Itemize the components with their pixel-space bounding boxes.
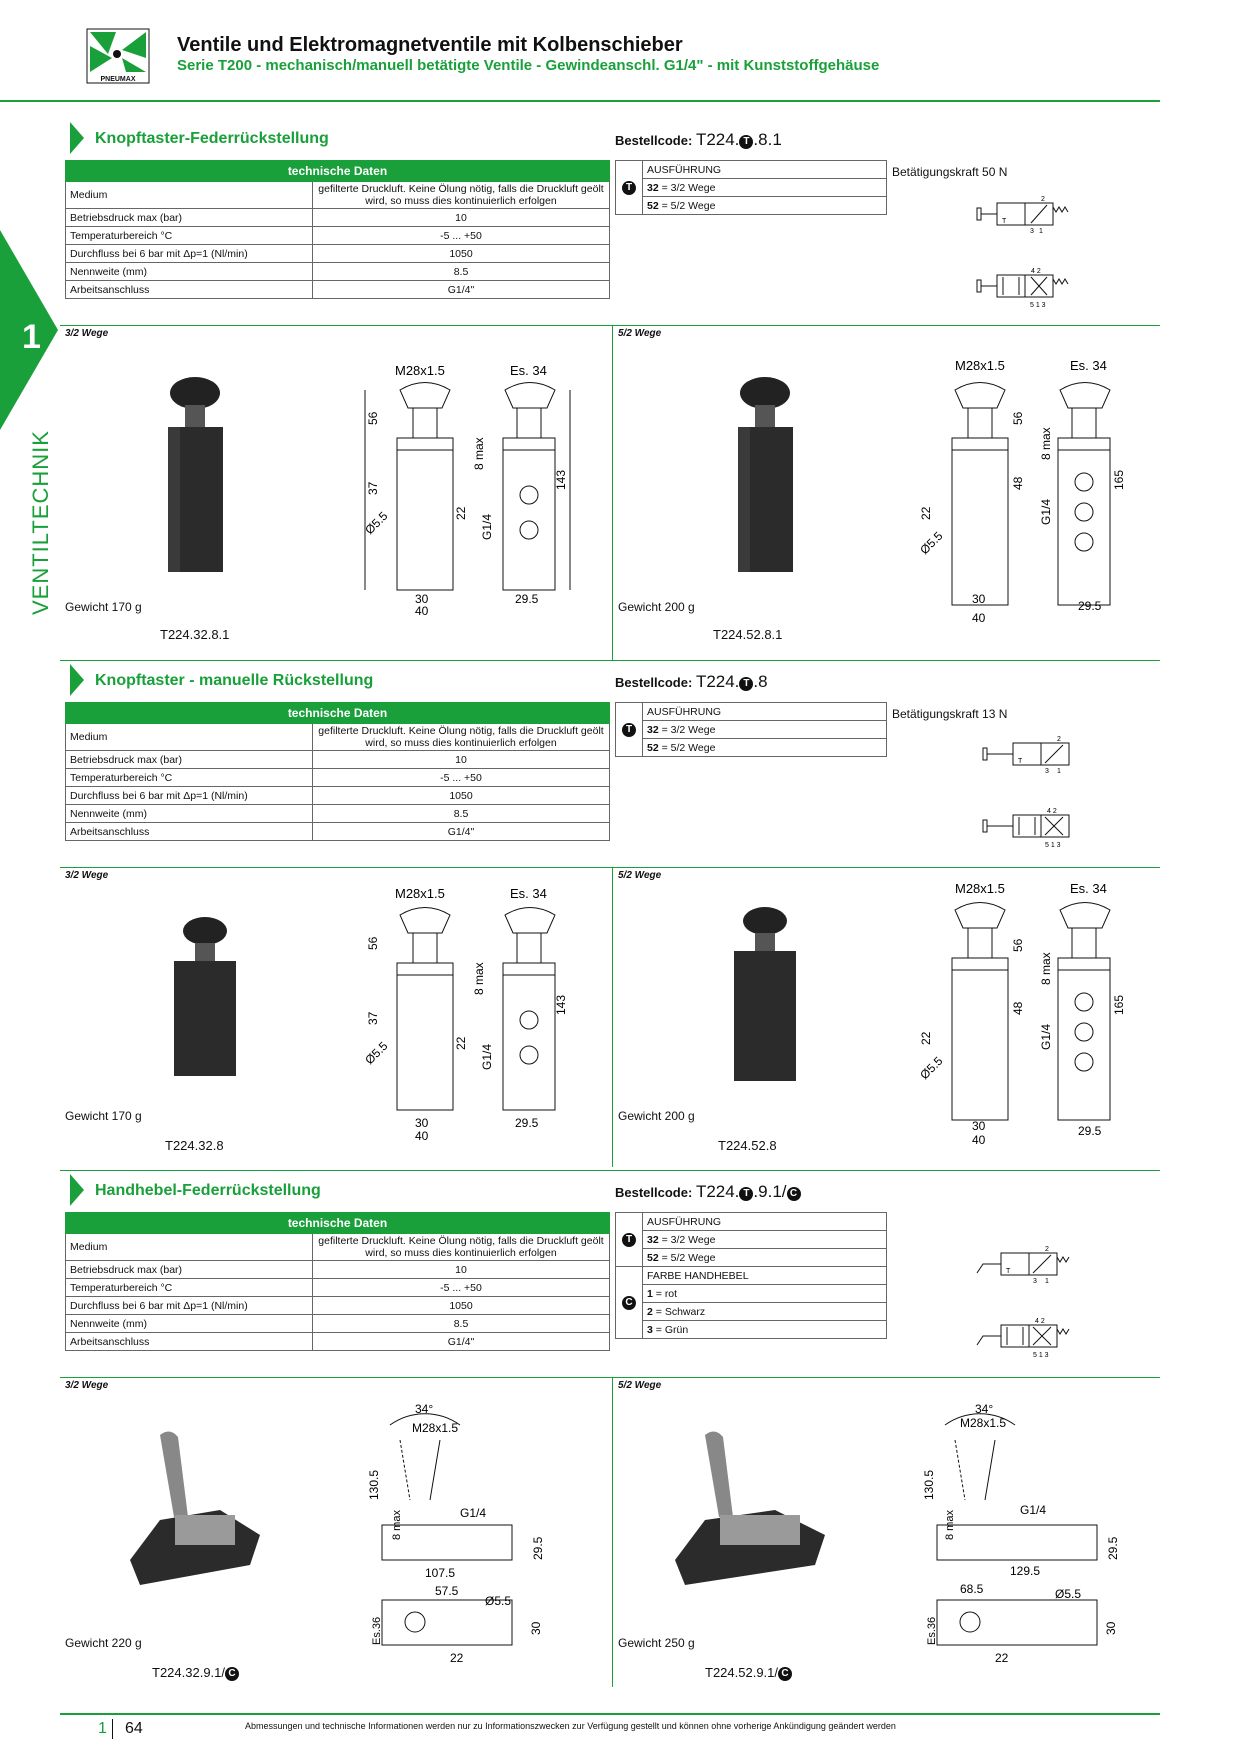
page-title: Ventile und Elektromagnetventile mit Kolbenschieber xyxy=(177,34,683,56)
svg-text:40: 40 xyxy=(972,611,986,625)
svg-text:56: 56 xyxy=(366,936,380,950)
svg-text:G1/4: G1/4 xyxy=(1020,1503,1047,1517)
svg-text:37: 37 xyxy=(366,481,380,495)
svg-text:Ø5.5: Ø5.5 xyxy=(917,1053,946,1083)
svg-text:PNEUMAX: PNEUMAX xyxy=(100,76,136,83)
svg-text:4 2: 4 2 xyxy=(1035,1318,1045,1325)
weight-right: Gewicht 250 g xyxy=(618,1636,695,1650)
divider xyxy=(60,867,1160,868)
svg-text:143: 143 xyxy=(554,994,568,1015)
valve-symbol-32-icon xyxy=(975,735,1075,775)
model-right: T224.52.9.1/ C xyxy=(705,1665,792,1681)
valve-symbol-52-icon xyxy=(975,1315,1075,1360)
svg-text:29.5: 29.5 xyxy=(531,1536,545,1560)
section-divider xyxy=(60,1170,1160,1171)
footer-separator xyxy=(112,1719,113,1739)
model-left: T224.32.8 xyxy=(165,1138,224,1153)
svg-text:M28x1.5: M28x1.5 xyxy=(960,1416,1007,1430)
svg-text:M28x1.5: M28x1.5 xyxy=(395,886,445,901)
svg-text:8 max: 8 max xyxy=(1039,952,1053,985)
svg-text:G1/4: G1/4 xyxy=(480,1043,494,1070)
page-subtitle: Serie T200 - mechanisch/manuell betätigte Ventile - Gewindeanschl. G1/4" - mit Kunststoffgehäuse xyxy=(177,57,880,74)
svg-text:22: 22 xyxy=(919,1031,933,1045)
left-variant-label: 3/2 Wege xyxy=(65,870,109,881)
svg-text:22: 22 xyxy=(919,506,933,520)
svg-text:2: 2 xyxy=(1057,736,1061,743)
svg-text:M28x1.5: M28x1.5 xyxy=(955,881,1005,896)
section-arrow-icon xyxy=(70,664,84,696)
svg-text:29.5: 29.5 xyxy=(515,592,539,606)
svg-text:Es. 34: Es. 34 xyxy=(1070,881,1107,896)
product-photo-32-button-manual xyxy=(160,915,250,1080)
valve-symbol-32-icon xyxy=(975,195,1075,235)
section-3-title: Handhebel-Federrückstellung xyxy=(95,1182,321,1199)
svg-text:Ø5.5: Ø5.5 xyxy=(917,528,946,558)
right-variant-label: 5/2 Wege xyxy=(618,328,662,339)
svg-text:48: 48 xyxy=(1011,476,1025,490)
svg-text:M28x1.5: M28x1.5 xyxy=(395,363,445,378)
svg-text:3: 3 xyxy=(1033,1278,1037,1285)
divider xyxy=(612,325,613,660)
svg-text:8 max: 8 max xyxy=(391,1510,403,1540)
dimension-drawing-52 xyxy=(917,358,1140,630)
svg-text:40: 40 xyxy=(972,1133,986,1147)
svg-text:37: 37 xyxy=(366,1011,380,1025)
dimension-drawing-32-lever xyxy=(367,1400,550,1670)
weight-left: Gewicht 170 g xyxy=(65,600,142,614)
svg-text:29.5: 29.5 xyxy=(1106,1536,1120,1560)
section-divider xyxy=(60,660,1160,661)
svg-text:29.5: 29.5 xyxy=(1078,1124,1102,1138)
svg-text:130.5: 130.5 xyxy=(922,1469,936,1500)
svg-text:56: 56 xyxy=(366,411,380,425)
footer-chapter: 1 xyxy=(98,1720,107,1737)
svg-text:130.5: 130.5 xyxy=(367,1469,381,1500)
svg-text:30: 30 xyxy=(529,1621,543,1635)
svg-text:Es. 34: Es. 34 xyxy=(510,363,547,378)
weight-right: Gewicht 200 g xyxy=(618,600,695,614)
model-right: T224.52.8.1 xyxy=(713,627,783,642)
svg-text:Ø5.5: Ø5.5 xyxy=(1055,1587,1082,1601)
chapter-number: 1 xyxy=(22,318,41,356)
divider xyxy=(60,325,1160,326)
svg-text:22: 22 xyxy=(454,506,468,520)
svg-text:G1/4: G1/4 xyxy=(1039,1023,1053,1050)
svg-text:22: 22 xyxy=(450,1651,464,1665)
svg-text:Ø5.5: Ø5.5 xyxy=(485,1594,512,1608)
svg-text:40: 40 xyxy=(415,604,429,618)
svg-text:1: 1 xyxy=(1039,228,1043,235)
dimension-drawing-52-lever xyxy=(922,1400,1125,1670)
section-2-force: Betätigungskraft 13 N xyxy=(892,707,1008,721)
right-variant-label: 5/2 Wege xyxy=(618,870,662,881)
svg-text:5 1 3: 5 1 3 xyxy=(1033,1352,1049,1359)
section-1-options-table: T AUSFÜHRUNG 32 = 3/2 Wege 52 = 5/2 Wege xyxy=(615,160,887,215)
section-3-options-table: T AUSFÜHRUNG 32 = 3/2 Wege 52 = 5/2 Wege C FARBE HANDHEBEL 1 = rot 2 = Schwarz 3 = Grün xyxy=(615,1212,887,1339)
svg-text:107.5: 107.5 xyxy=(425,1566,456,1580)
svg-text:8 max: 8 max xyxy=(472,437,486,470)
svg-text:T: T xyxy=(1018,758,1023,765)
svg-text:8 max: 8 max xyxy=(944,1510,956,1540)
divider xyxy=(612,867,613,1167)
section-1-force: Betätigungskraft 50 N xyxy=(892,165,1008,179)
product-photo-52-button-manual xyxy=(720,905,810,1085)
svg-text:3: 3 xyxy=(1045,768,1049,775)
svg-text:M28x1.5: M28x1.5 xyxy=(412,1421,459,1435)
svg-text:30: 30 xyxy=(972,1119,986,1133)
dimension-drawing-52-manual xyxy=(917,880,1140,1150)
svg-text:3: 3 xyxy=(1030,228,1034,235)
header-rule xyxy=(0,100,1160,102)
svg-text:57.5: 57.5 xyxy=(435,1584,459,1598)
svg-text:22: 22 xyxy=(454,1036,468,1050)
dimension-drawing-32-manual xyxy=(362,885,585,1145)
weight-left: Gewicht 170 g xyxy=(65,1109,142,1123)
svg-text:165: 165 xyxy=(1112,469,1126,490)
svg-text:8 max: 8 max xyxy=(1039,427,1053,460)
product-photo-52-button xyxy=(720,375,810,575)
right-variant-label: 5/2 Wege xyxy=(618,1380,662,1391)
svg-text:165: 165 xyxy=(1112,994,1126,1015)
svg-text:129.5: 129.5 xyxy=(1010,1564,1041,1578)
svg-text:Ø5.5: Ø5.5 xyxy=(362,508,391,538)
svg-text:T: T xyxy=(1002,218,1007,225)
section-2-tech-table: technische Daten Medium gefilterte Druckluft. Keine Ölung nötig, falls die Druckluft geölt wird, so muss dies kontinuierlich erfolgen Betriebsdruck max (bar) 10 Temperaturbereich °C -5 ... +50 Durchfluss bei 6 bar mit Δp=1 (Nl/min) 1050 Nennweite (mm) 8.5 Arbeitsanschluss G1/4" xyxy=(65,702,610,841)
pneumax-logo xyxy=(86,28,150,84)
svg-text:Ø5.5: Ø5.5 xyxy=(362,1038,391,1068)
product-photo-32-button xyxy=(150,375,240,575)
svg-text:22: 22 xyxy=(995,1651,1009,1665)
svg-text:143: 143 xyxy=(554,469,568,490)
footer-rule xyxy=(60,1713,1160,1715)
svg-text:30: 30 xyxy=(972,592,986,606)
svg-text:29.5: 29.5 xyxy=(1078,599,1102,613)
svg-text:G1/4: G1/4 xyxy=(1039,498,1053,525)
divider xyxy=(612,1377,613,1687)
svg-text:2: 2 xyxy=(1041,196,1045,203)
chapter-label: VENTILTECHNIK xyxy=(28,430,53,615)
section-3-tech-table: technische Daten Medium gefilterte Druckluft. Keine Ölung nötig, falls die Druckluft geölt wird, so muss dies kontinuierlich erfolgen Betriebsdruck max (bar) 10 Temperaturbereich °C -5 ... +50 Durchfluss bei 6 bar mit Δp=1 (Nl/min) 1050 Nennweite (mm) 8.5 Arbeitsanschluss G1/4" xyxy=(65,1212,610,1351)
svg-text:G1/4: G1/4 xyxy=(480,513,494,540)
valve-symbol-52-icon xyxy=(975,805,1075,850)
section-1-title: Knopftaster-Federrückstellung xyxy=(95,130,329,147)
svg-text:2: 2 xyxy=(1045,1246,1049,1253)
divider xyxy=(60,1377,1160,1378)
svg-text:Es. 34: Es. 34 xyxy=(1070,358,1107,373)
svg-text:1: 1 xyxy=(1045,1278,1049,1285)
model-left: T224.32.9.1/ C xyxy=(152,1665,239,1681)
product-photo-52-lever xyxy=(665,1425,835,1595)
section-2-title: Knopftaster - manuelle Rückstellung xyxy=(95,672,374,689)
svg-text:8 max: 8 max xyxy=(472,962,486,995)
svg-text:M28x1.5: M28x1.5 xyxy=(955,358,1005,373)
left-variant-label: 3/2 Wege xyxy=(65,1380,109,1391)
svg-text:Es.36: Es.36 xyxy=(371,1616,383,1645)
svg-text:T: T xyxy=(1006,1268,1011,1275)
section-1-tech-table: technische Daten Medium gefilterte Druckluft. Keine Ölung nötig, falls die Druckluft geölt wird, so muss dies kontinuierlich erfolgen Betriebsdruck max (bar) 10 Temperaturbereich °C -5 ... +50 Durchfluss bei 6 bar mit Δp=1 (Nl/min) 1050 Nennweite (mm) 8.5 Arbeitsanschluss G1/4" xyxy=(65,160,610,299)
product-photo-32-lever xyxy=(120,1425,270,1595)
svg-text:29.5: 29.5 xyxy=(515,1116,539,1130)
section-3-order-code: Bestellcode: T224. T .9.1/ C xyxy=(615,1182,801,1202)
svg-text:48: 48 xyxy=(1011,1001,1025,1015)
footer-note: Abmessungen und technische Informationen werden nur zu Informationszwecken zur Verfügung gestellt und können ohne vorherige Ankündigung geändert werden xyxy=(245,1721,896,1731)
page-number: 64 xyxy=(125,1720,143,1737)
left-variant-label: 3/2 Wege xyxy=(65,328,109,339)
svg-text:G1/4: G1/4 xyxy=(460,1506,487,1520)
svg-text:34°: 34° xyxy=(975,1402,994,1416)
svg-text:68.5: 68.5 xyxy=(960,1582,984,1596)
svg-text:30: 30 xyxy=(1104,1621,1118,1635)
weight-right: Gewicht 200 g xyxy=(618,1109,695,1123)
svg-text:4 2: 4 2 xyxy=(1031,268,1041,275)
svg-text:30: 30 xyxy=(415,592,429,606)
section-arrow-icon xyxy=(70,122,84,154)
svg-text:4 2: 4 2 xyxy=(1047,808,1057,815)
svg-text:56: 56 xyxy=(1011,411,1025,425)
svg-text:40: 40 xyxy=(415,1129,429,1143)
model-left: T224.32.8.1 xyxy=(160,627,230,642)
valve-symbol-32-icon xyxy=(975,1245,1075,1285)
svg-text:56: 56 xyxy=(1011,938,1025,952)
svg-text:30: 30 xyxy=(415,1116,429,1130)
section-2-options-table: T AUSFÜHRUNG 32 = 3/2 Wege 52 = 5/2 Wege xyxy=(615,702,887,757)
dimension-drawing-32 xyxy=(362,360,585,620)
valve-symbol-52-icon xyxy=(975,265,1075,310)
section-2-order-code: Bestellcode: T224. T .8 xyxy=(615,672,768,691)
section-arrow-icon xyxy=(70,1174,84,1206)
svg-text:Es.36: Es.36 xyxy=(926,1616,938,1645)
svg-text:1: 1 xyxy=(1057,768,1061,775)
svg-text:34°: 34° xyxy=(415,1402,434,1416)
section-1-order-code: Bestellcode: T224. T .8.1 xyxy=(615,130,782,149)
weight-left: Gewicht 220 g xyxy=(65,1636,142,1650)
svg-text:5 1 3: 5 1 3 xyxy=(1030,302,1046,309)
svg-text:5 1 3: 5 1 3 xyxy=(1045,842,1061,849)
svg-text:Es. 34: Es. 34 xyxy=(510,886,547,901)
model-right: T224.52.8 xyxy=(718,1138,777,1153)
